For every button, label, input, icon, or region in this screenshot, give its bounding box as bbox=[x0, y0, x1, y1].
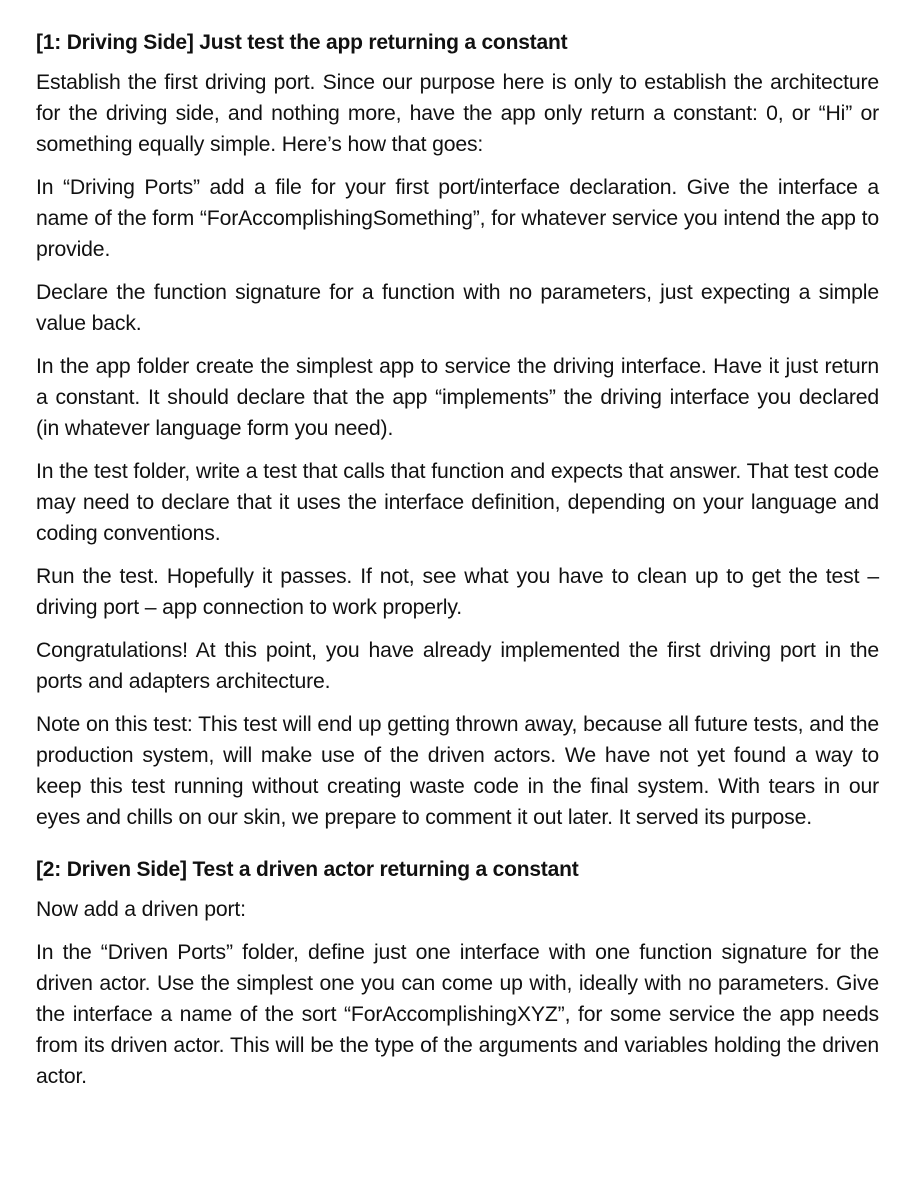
section-1-paragraph-6: Run the test. Hopefully it passes. If not, see what you have to clean up to get the test – driving port – app connection to work properly. bbox=[36, 565, 879, 619]
document-page bbox=[36, 28, 879, 1104]
section-2-paragraph-1: Now add a driven port: bbox=[36, 898, 246, 921]
section-1-paragraph-3: Declare the function signature for a function with no parameters, just expecting a simple value back. bbox=[36, 281, 879, 335]
section-1-paragraph-8: Note on this test: This test will end up getting thrown away, because all future tests, and the production system, will make use of the driven actors. We have not yet found a way to keep this test running without creating waste code in the final system. With tears in our eyes and chills on our skin, we prepare to comment it out later. It served its purpose. bbox=[36, 713, 879, 829]
section-1-paragraph-7: Congratulations! At this point, you have already implemented the first driving port in the ports and adapters architecture. bbox=[36, 639, 879, 693]
section-1-paragraph-5: In the test folder, write a test that calls that function and expects that answer. That test code may need to declare that it uses the interface definition, depending on your language and coding conventions. bbox=[36, 460, 879, 545]
section-1-heading: [1: Driving Side] Just test the app returning a constant bbox=[36, 31, 568, 54]
section-2-heading: [2: Driven Side] Test a driven actor returning a constant bbox=[36, 858, 579, 881]
section-1-paragraph-4: In the app folder create the simplest app to service the driving interface. Have it just return a constant. It should declare that the app “implements” the driving interface you declared (in whatever language form you need). bbox=[36, 355, 879, 440]
section-1-paragraph-1: Establish the first driving port. Since our purpose here is only to establish the architecture for the driving side, and nothing more, have the app only return a constant: 0, or “Hi” or something equally simple. Here’s how that goes: bbox=[36, 71, 879, 156]
section-1-paragraph-2: In “Driving Ports” add a file for your first port/interface declaration. Give the interface a name of the form “ForAccomplishingSomething”, for whatever service you intend the app to provide. bbox=[36, 176, 879, 261]
section-2-paragraph-2: In the “Driven Ports” folder, define just one interface with one function signature for the driven actor. Use the simplest one you can come up with, ideally with no parameters. Give the interface a name of the sort “ForAccomplishingXYZ”, for some service the app needs from its driven actor. This will be the type of the arguments and variables holding the driven actor. bbox=[36, 941, 879, 1088]
